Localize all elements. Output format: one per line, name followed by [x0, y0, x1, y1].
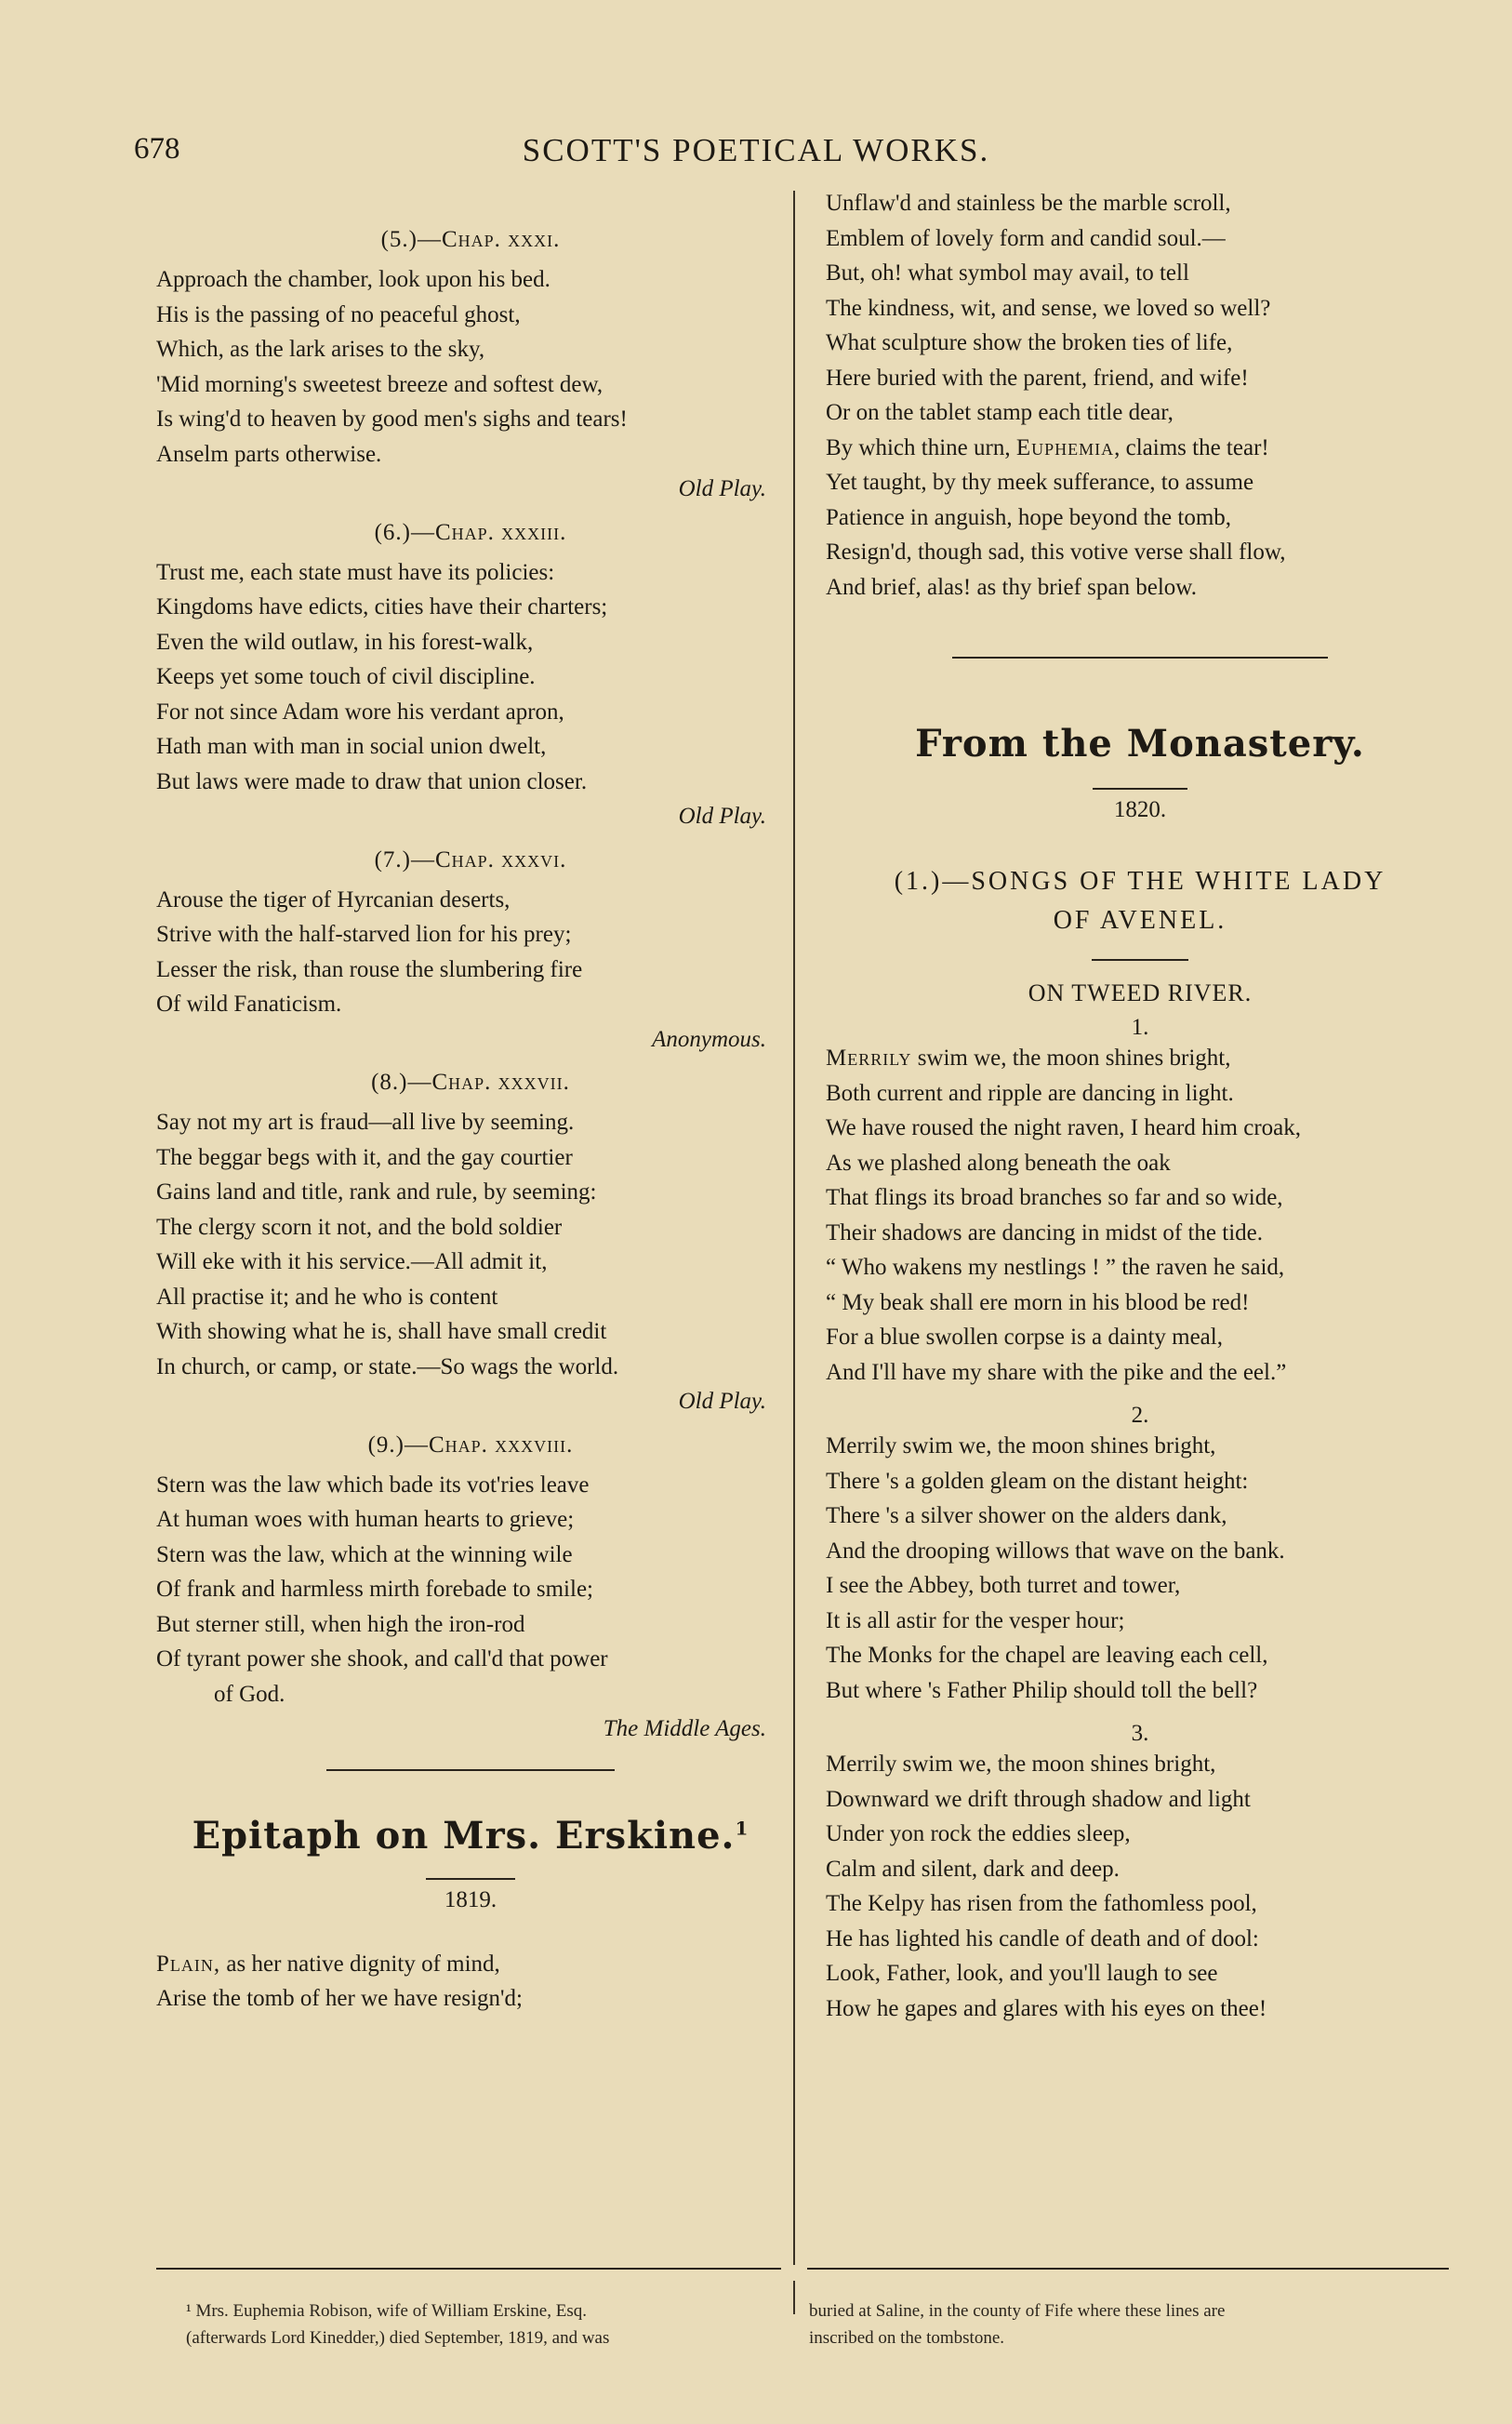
stanza-number-1: 1. — [1131, 1015, 1149, 1040]
verse-line: For not since Adam wore his verdant apron, — [156, 699, 564, 725]
verse-line: Anselm parts otherwise. — [156, 441, 382, 467]
verse-line: Of wild Fanaticism. — [156, 992, 342, 1017]
verse-line: “ My beak shall ere morn in his blood be red! — [826, 1289, 1250, 1315]
section-heading-8: (8.)—Chap. xxxvii. — [371, 1070, 570, 1095]
verse-line: As we plashed along beneath the oak — [826, 1150, 1171, 1176]
verse-line: Of tyrant power she shook, and call'd that power — [156, 1646, 608, 1671]
verse-line: Say not my art is fraud—all live by seeming. — [156, 1110, 575, 1135]
verse-line: There 's a silver shower on the alders dank, — [826, 1503, 1227, 1528]
verse-line: Of frank and harmless mirth forebade to smile; — [156, 1577, 593, 1602]
verse-line: I see the Abbey, both turret and tower, — [826, 1573, 1181, 1598]
verse-line: That flings its broad branches so far and so wide, — [826, 1185, 1283, 1210]
verse-line: Strive with the half-starved lion for his prey; — [156, 922, 572, 947]
verse-line: Trust me, each state must have its policies: — [156, 559, 555, 585]
verse-line: Stern was the law which bade its vot'ries leave — [156, 1472, 590, 1498]
verse-line: Downward we drift through shadow and light — [826, 1786, 1251, 1812]
verse-9-last-line: of God. — [214, 1681, 285, 1707]
verse-line: Under yon rock the eddies sleep, — [826, 1821, 1131, 1846]
verse-line: Hath man with man in social union dwelt, — [156, 734, 547, 759]
stanza-1-first-line — [826, 1041, 1454, 1076]
monastery-title: From the Monastery. — [915, 722, 1365, 766]
epitaph-line-2: Arise the tomb of her we have resign'd; — [156, 1986, 523, 2011]
verse-line: There 's a golden gleam on the distant height: — [826, 1468, 1249, 1494]
stanza-1-first-rest: swim we, the moon shines bright, — [911, 1046, 1231, 1071]
verse-line: He has lighted his candle of death and of dool: — [826, 1925, 1259, 1951]
verse-line: But where 's Father Philip should toll the bell? — [826, 1677, 1258, 1703]
verse-line: But laws were made to draw that union closer. — [156, 768, 588, 794]
verse-line: The kindness, wit, and sense, we loved so well? — [826, 295, 1271, 321]
euphemia-pre: By which thine urn, — [826, 434, 1016, 460]
verse-line: The Monks for the chapel are leaving each cell, — [826, 1643, 1268, 1668]
attribution-6: Old Play. — [678, 804, 766, 829]
verse-line: How he gapes and glares with his eyes on thee! — [826, 1995, 1267, 2021]
verse-line: It is all astir for the vesper hour; — [826, 1607, 1125, 1633]
running-title: SCOTT'S POETICAL WORKS. — [522, 132, 990, 168]
stanza-1-first-word: Merrily — [826, 1046, 912, 1071]
stanza-2 — [826, 1429, 1454, 1708]
verse-line: We have roused the night raven, I heard him croak, — [826, 1115, 1301, 1140]
verse-line: All practise it; and he who is content — [156, 1284, 498, 1310]
euphemia-name: Euphemia — [1015, 434, 1115, 460]
monastery-year: 1820. — [1113, 797, 1167, 822]
verse-7 — [156, 883, 785, 1022]
verse-line: But sterner still, when high the iron-rod — [156, 1611, 525, 1637]
stanza-number-2: 2. — [1131, 1403, 1149, 1428]
verse-line: The Kelpy has risen from the fathomless pool, — [826, 1891, 1257, 1916]
epitaph-year: 1819. — [444, 1886, 497, 1912]
section-heading-9: (9.)—Chap. xxxviii. — [367, 1432, 574, 1458]
verse-line: And the drooping willows that wave on the bank. — [826, 1538, 1285, 1564]
verse-9 — [156, 1468, 785, 1677]
verse-line: Merrily swim we, the moon shines bright, — [826, 1751, 1216, 1777]
verse-line: Look, Father, look, and you'll laugh to see — [826, 1961, 1218, 1986]
verse-line: Or on the tablet stamp each title dear, — [826, 400, 1174, 425]
attribution-8: Old Play. — [678, 1389, 766, 1414]
song-subtitle: ON TWEED RIVER. — [1028, 979, 1253, 1006]
verse-line: Patience in anguish, hope beyond the tomb, — [826, 504, 1232, 530]
stanza-1 — [826, 1076, 1454, 1391]
epitaph-line-1 — [156, 1947, 785, 1982]
epitaph-first-word: Plain, — [156, 1951, 221, 1977]
verse-line: Resign'd, though sad, this votive verse shall flow, — [826, 539, 1286, 565]
verse-line: “ Who wakens my nestlings ! ” the raven he said, — [826, 1255, 1285, 1280]
verse-line: In church, or camp, or state.—So wags the world. — [156, 1353, 619, 1379]
verse-line: What sculpture show the broken ties of life, — [826, 330, 1233, 355]
epitaph-line-1-rest: as her native dignity of mind, — [220, 1951, 500, 1977]
attribution-5: Old Play. — [678, 476, 766, 501]
epitaph-end — [826, 465, 1454, 605]
section-heading-7: (7.)—Chap. xxxvi. — [374, 846, 567, 872]
verse-line: The beggar begs with it, and the gay courtier — [156, 1144, 573, 1170]
verse-line: His is the passing of no peaceful ghost, — [156, 301, 521, 327]
stanza-3 — [826, 1747, 1454, 2026]
epitaph-continued — [826, 186, 1454, 431]
epitaph-euphemia-line — [826, 431, 1454, 466]
verse-line: And I'll have my share with the pike and the eel.” — [826, 1359, 1287, 1385]
epitaph-title-text: Epitaph on Mrs. Erskine. — [192, 1813, 736, 1858]
verse-line: Calm and silent, dark and deep. — [826, 1856, 1120, 1882]
right-column — [826, 186, 1454, 2026]
page-header — [0, 132, 1512, 179]
verse-line: Kingdoms have edicts, cities have their charters; — [156, 594, 608, 619]
verse-6 — [156, 555, 785, 800]
song-title-line-1: (1.)—SONGS OF THE WHITE LADY — [894, 867, 1386, 896]
verse-line: Here buried with the parent, friend, and wife! — [826, 365, 1249, 391]
attribution-9: The Middle Ages. — [603, 1716, 766, 1741]
verse-line: Keeps yet some touch of civil discipline. — [156, 664, 536, 689]
euphemia-post: , claims the tear! — [1114, 434, 1269, 460]
page-number: 678 — [134, 132, 180, 166]
footnote-rule-right — [807, 2268, 1449, 2270]
verse-line: Approach the chamber, look upon his bed. — [156, 267, 550, 292]
column-divider — [793, 191, 795, 2265]
verse-line: Arouse the tiger of Hyrcanian deserts, — [156, 886, 511, 912]
verse-line: Is wing'd to heaven by good men's sighs and tears! — [156, 406, 628, 432]
verse-5 — [156, 262, 785, 472]
verse-line: The clergy scorn it not, and the bold soldier — [156, 1214, 563, 1240]
verse-8 — [156, 1105, 785, 1384]
section-heading-6: (6.)—Chap. xxxiii. — [374, 519, 567, 545]
song-title-line-2: OF AVENEL. — [1053, 906, 1227, 935]
verse-line: Yet taught, by thy meek sufferance, to assume — [826, 470, 1254, 495]
footnote-right — [809, 2297, 1225, 2351]
verse-line: Merrily swim we, the moon shines bright, — [826, 1433, 1216, 1458]
verse-line: But, oh! what symbol may avail, to tell — [826, 260, 1189, 286]
footnote-mark: 1 — [735, 1817, 749, 1840]
verse-line: For a blue swollen corpse is a dainty meal, — [826, 1325, 1223, 1350]
left-column — [156, 186, 785, 2017]
verse-line: Emblem of lovely form and candid soul.— — [826, 225, 1226, 251]
verse-line: Stern was the law, which at the winning wile — [156, 1541, 573, 1567]
verse-line: Will eke with it his service.—All admit it, — [156, 1249, 548, 1274]
verse-line: Unflaw'd and stainless be the marble scroll, — [826, 191, 1231, 216]
footnote-left-line-1: ¹ Mrs. Euphemia Robison, wife of William Erskine, Esq. — [186, 2301, 587, 2321]
verse-line: With showing what he is, shall have small credit — [156, 1319, 607, 1344]
footnote-left — [186, 2297, 609, 2351]
attribution-7: Anonymous. — [652, 1026, 766, 1052]
verse-line: And brief, alas! as thy brief span below. — [826, 574, 1197, 600]
verse-line: At human woes with human hearts to grieve; — [156, 1507, 575, 1532]
footnote-left-line-2: (afterwards Lord Kinedder,) died September, 1819, and was — [186, 2328, 610, 2348]
verse-line: Which, as the lark arises to the sky, — [156, 337, 485, 362]
verse-line: 'Mid morning's sweetest breeze and softest dew, — [156, 371, 603, 397]
verse-line: Their shadows are dancing in midst of the tide. — [826, 1219, 1264, 1245]
verse-line: Lesser the risk, than rouse the slumbering fire — [156, 956, 583, 982]
verse-line: Both current and ripple are dancing in light. — [826, 1080, 1234, 1106]
epitaph-title — [156, 1814, 785, 1858]
footnote-right-line-2: inscribed on the tombstone. — [809, 2328, 1005, 2348]
verse-line: Gains land and title, rank and rule, by seeming: — [156, 1179, 597, 1205]
footnote-right-line-1: buried at Saline, in the county of Fife where these lines are — [809, 2301, 1226, 2321]
footnote-column-divider — [793, 2281, 795, 2314]
verse-line: Even the wild outlaw, in his forest-walk, — [156, 629, 534, 655]
stanza-number-3: 3. — [1131, 1721, 1149, 1746]
footnote-rule-left — [156, 2268, 781, 2270]
section-heading-5: (5.)—Chap. xxxi. — [380, 227, 561, 252]
